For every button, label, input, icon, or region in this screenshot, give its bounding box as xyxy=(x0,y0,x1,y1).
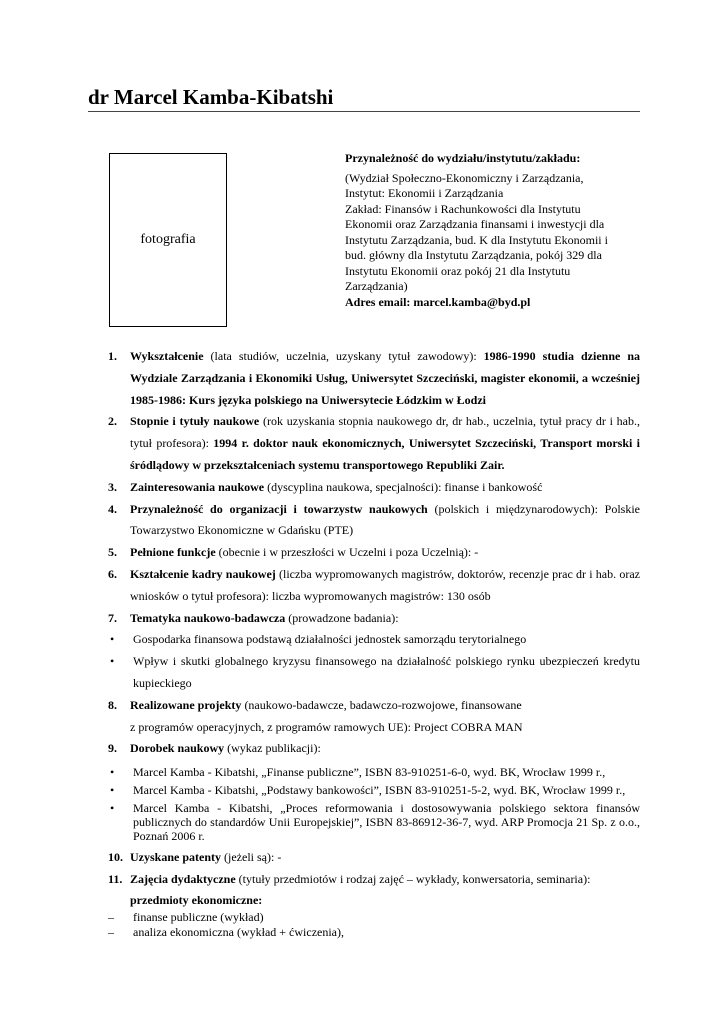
research-topic-item xyxy=(108,651,640,695)
projects-continuation: z programów operacyjnych, z programów ramowych UE): Project COBRA MAN xyxy=(130,719,523,734)
research-topic-item xyxy=(108,629,640,651)
section-label: Stopnie i tytuły naukowe xyxy=(130,414,260,429)
dash-icon: – xyxy=(108,909,114,924)
cv-sections xyxy=(108,346,640,941)
section-publications xyxy=(108,738,640,760)
photo-label: fotografia xyxy=(140,232,196,247)
bullet-icon: • xyxy=(110,801,115,816)
section-education xyxy=(108,346,640,411)
section-label: Uzyskane patenty xyxy=(130,850,222,865)
bullet-icon: • xyxy=(110,632,115,647)
section-number: 1. xyxy=(108,349,117,363)
publication-text: Marcel Kamba - Kibatshi, „Proces reformowania i dostosowywania polskiego sektora finansów publicznych do standardów Unii Europejskiej”, ISBN 83-86912-36-7, wyd. ARP Promocja 21 Sp. z o.o., Poznań 2006 r. xyxy=(133,801,640,844)
section-number: 11. xyxy=(108,871,123,886)
section-description: (naukowo-badawcze, badawczo-rozwojowe, finansowane xyxy=(241,697,522,712)
section-description: (lata studiów, uczelnia, uzyskany tytuł zawodowy): xyxy=(203,349,484,363)
section-label: Dorobek naukowy xyxy=(130,741,225,756)
section-research-topics xyxy=(108,608,640,630)
section-staff-training xyxy=(108,564,640,608)
publication-text: Marcel Kamba - Kibatshi, „Podstawy bankowości”, ISBN 83-910251-5-2, wyd. BK, Wrocław 1999 r., xyxy=(133,783,626,798)
section-description: (rok uzyskania stopnia naukowego dr, dr hab., uczelnia, tytuł pracy dr i hab., tytuł profesora): xyxy=(130,414,641,451)
publication-text: Marcel Kamba - Kibatshi, „Finanse publiczne”, ISBN 83-910251-6-0, wyd. BK, Wrocław 1999 r., xyxy=(133,765,606,780)
bullet-icon: • xyxy=(110,783,115,798)
section-label: Przynależność do organizacji i towarzystw naukowych xyxy=(130,501,428,516)
teaching-item xyxy=(108,910,640,926)
publication-item xyxy=(108,765,640,779)
section-number: 7. xyxy=(108,610,117,625)
affiliation-line: Zarządzania) xyxy=(345,279,408,293)
publication-item xyxy=(108,783,640,797)
section-description: (prowadzone badania): xyxy=(285,610,399,625)
section-number: 6. xyxy=(108,566,117,581)
section-number: 4. xyxy=(108,501,117,516)
section-label: Zajęcia dydaktyczne xyxy=(130,871,236,886)
section-label: Wykształcenie xyxy=(130,349,204,363)
section-organizations xyxy=(108,499,640,543)
section-number: 8. xyxy=(108,697,117,712)
section-number: 5. xyxy=(108,545,117,560)
section-description: (dyscyplina naukowa, specjalności): finanse i bankowość xyxy=(264,479,543,494)
section-label: Kształcenie kadry naukowej xyxy=(130,566,276,581)
teaching-subheading-text: przedmioty ekonomiczne: xyxy=(130,892,263,907)
section-label: Pełnione funkcje xyxy=(130,545,216,560)
section-teaching xyxy=(108,869,640,891)
section-description: (obecnie i w przeszłości w Uczelni i poza Uczelnią): - xyxy=(215,545,479,560)
affiliation-block xyxy=(345,151,620,310)
affiliation-heading: Przynależność do wydziału/instytutu/zakładu: xyxy=(345,151,581,165)
affiliation-line: (Wydział Społeczno-Ekonomiczny i Zarządzania, xyxy=(345,170,584,185)
photo-placeholder xyxy=(109,153,227,327)
section-functions xyxy=(108,542,640,564)
publication-item xyxy=(108,801,640,843)
teaching-item-text: finanse publiczne (wykład) xyxy=(133,909,264,924)
affiliation-line: Instytutu Ekonomii oraz pokój 21 dla Instytutu xyxy=(345,263,571,278)
affiliation-line: Instytutu Zarządzania, bud. K dla Instytutu Ekonomii i xyxy=(345,232,608,247)
bullet-icon: • xyxy=(110,765,115,780)
affiliation-line: Instytut: Ekonomii i Zarządzania xyxy=(345,186,504,200)
section-number: 3. xyxy=(108,479,117,494)
section-number: 10. xyxy=(108,850,123,865)
section-number: 2. xyxy=(108,414,117,429)
section-degrees xyxy=(108,411,640,476)
section-description: (tytuły przedmiotów i rodzaj zajęć – wykłady, konwersatoria, seminaria): xyxy=(235,871,591,886)
section-projects xyxy=(108,695,640,717)
section-label: Tematyka naukowo-badawcza xyxy=(130,610,286,625)
section-patents xyxy=(108,847,640,869)
section-description: (liczba wypromowanych magistrów, doktorów, recenzje prac dr i hab. oraz wniosków o tytuł profesora): liczba wypromowanych magistrów: 130 osób xyxy=(130,566,640,603)
teaching-item-text: analiza ekonomiczna (wykład + ćwiczenia), xyxy=(133,925,344,940)
email-address: Adres email: marcel.kamba@byd.pl xyxy=(345,294,531,309)
section-label: Realizowane projekty xyxy=(130,697,242,712)
affiliation-line: bud. główny dla Instytutu Zarządzania, pokój 329 dla xyxy=(345,248,602,262)
research-topic-text: Gospodarka finansowa podstawą działalności jednostek samorządu terytorialnego xyxy=(133,632,527,647)
bullet-icon: • xyxy=(110,654,115,669)
section-description: (polskich i międzynarodowych): Polskie Towarzystwo Ekonomiczne w Gdańsku (PTE) xyxy=(130,501,641,538)
dash-icon: – xyxy=(108,925,114,940)
section-number: 9. xyxy=(108,741,117,756)
page-title: dr Marcel Kamba-Kibatshi xyxy=(88,84,640,112)
affiliation-line: Zakład: Finansów i Rachunkowości dla Instytutu xyxy=(345,201,581,216)
research-topic-text: Wpływ i skutki globalnego kryzysu finansowego na działalność polskiego rynku ubezpieczeń kredytu kupieckiego xyxy=(133,654,640,690)
section-value: 1994 r. doktor nauk ekonomicznych, Uniwersytet Szczeciński, Transport morski i śródlądowy w przekształceniach systemu transportowego Republiki Zair. xyxy=(130,436,640,472)
section-description: (wykaz publikacji): xyxy=(224,741,321,756)
section-description: (jeżeli są): - xyxy=(221,850,282,865)
section-value: 1986-1990 studia dzienne na Wydziale Zarządzania i Ekonomiki Usług, Uniwersytet Szczeciński, magister ekonomii, a wcześniej 1985-1986: Kurs języka polskiego na Uniwersytecie Łódzkim w Łodzi xyxy=(130,349,640,407)
teaching-item xyxy=(108,925,640,941)
affiliation-line: Ekonomii oraz Zarządzania finansami i inwestycji dla xyxy=(345,217,605,231)
section-interests xyxy=(108,477,640,499)
section-label: Zainteresowania naukowe xyxy=(130,479,265,494)
teaching-subheading xyxy=(108,891,640,910)
